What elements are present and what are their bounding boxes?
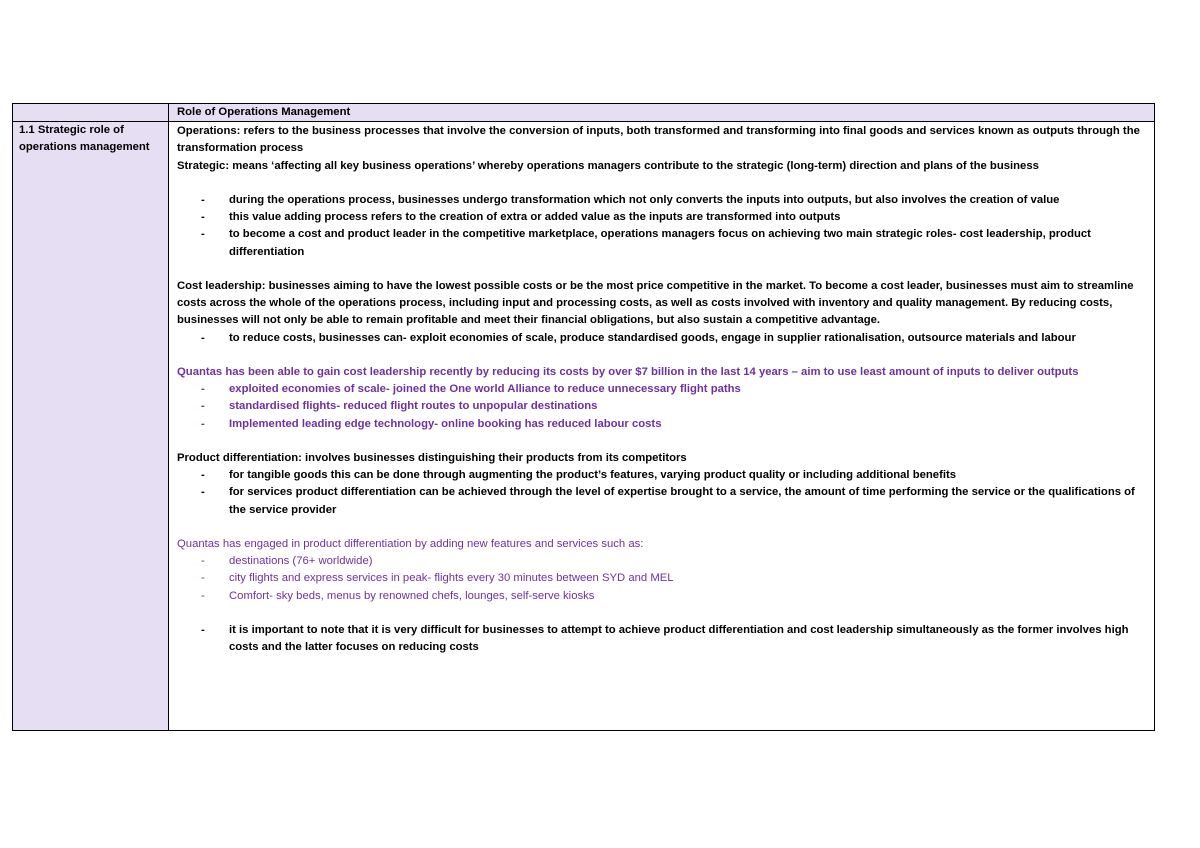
section-content [169,122,1155,731]
list-item: - destinations (76+ worldwide) [177,553,1148,570]
list-item: - for tangible goods this can be done through augmenting the product’s features, varying product quality or including additional benefits [177,467,1148,484]
section-label: 1.1 Strategic role of operations management [13,122,169,731]
list-item: - city flights and express services in peak- flights every 30 minutes between SYD and MEL [177,570,1148,587]
operations-definition: Operations: refers to the business processes that involve the conversion of inputs, both transformed and transforming into final goods and services known as outputs through the transformation process [177,125,1140,155]
strategic-definition: Strategic: means ‘affecting all key business operations’ whereby operations managers contribute to the strategic (long-term) direction and plans of the business [177,159,1039,172]
list-item: - exploited economies of scale- joined the One world Alliance to reduce unnecessary flight paths [177,381,1148,398]
quantas-differentiation-intro: Quantas has engaged in product differentiation by adding new features and services such as: [177,538,644,550]
list-item: - it is important to note that it is very difficult for businesses to attempt to achieve product differentiation and cost leadership simultaneously as the former involves high costs and the latter focuses on reducing costs [177,622,1148,656]
quantas-differentiation-list [177,553,1148,605]
header-left-cell [13,104,169,122]
list-item: - this value adding process refers to the creation of extra or added value as the inputs are transformed into outputs [177,209,1148,226]
list-item: - to become a cost and product leader in the competitive marketplace, operations managers focus on achieving two main strategic roles- cost leadership, product differentiation [177,226,1148,260]
list-item: - to reduce costs, businesses can- exploit economies of scale, produce standardised goods, engage in supplier rationalisation, outsource materials and labour [177,330,1148,347]
final-bullet-list [177,622,1148,656]
list-item: - Comfort- sky beds, menus by renowned chefs, lounges, self-serve kiosks [177,588,1148,605]
product-differentiation-paragraph: Product differentiation: involves businesses distinguishing their products from its competitors [177,452,687,464]
content-row [13,122,1155,731]
list-item: - for services product differentiation can be achieved through the level of expertise brought to a service, the amount of time performing the service or the qualifications of the service provider [177,484,1148,518]
quantas-cost-intro: Quantas has been able to gain cost leadership recently by reducing its costs by over $7 billion in the last 14 years – aim to use least amount of inputs to deliver outputs [177,366,1079,378]
operations-bullet-list [177,192,1148,261]
list-item: - Implemented leading edge technology- online booking has reduced labour costs [177,416,1148,433]
header-row [13,104,1155,122]
notes-table [12,103,1155,731]
quantas-cost-list [177,381,1148,433]
header-title: Role of Operations Management [169,104,1155,122]
cost-leadership-paragraph: Cost leadership: businesses aiming to have the lowest possible costs or be the most price competitive in the market. To become a cost leader, businesses must aim to streamline costs across the whole of the operations process, including input and processing costs, as well as costs involved with inventory and quality management. By reducing costs, businesses will not only be able to remain profitable and meet their financial obligations, but also sustain a competitive advantage. [177,280,1134,327]
cost-bullet-list [177,330,1148,347]
list-item: - during the operations process, businesses undergo transformation which not only converts the inputs into outputs, but also involves the creation of value [177,192,1148,209]
list-item: - standardised flights- reduced flight routes to unpopular destinations [177,398,1148,415]
product-bullet-list [177,467,1148,519]
